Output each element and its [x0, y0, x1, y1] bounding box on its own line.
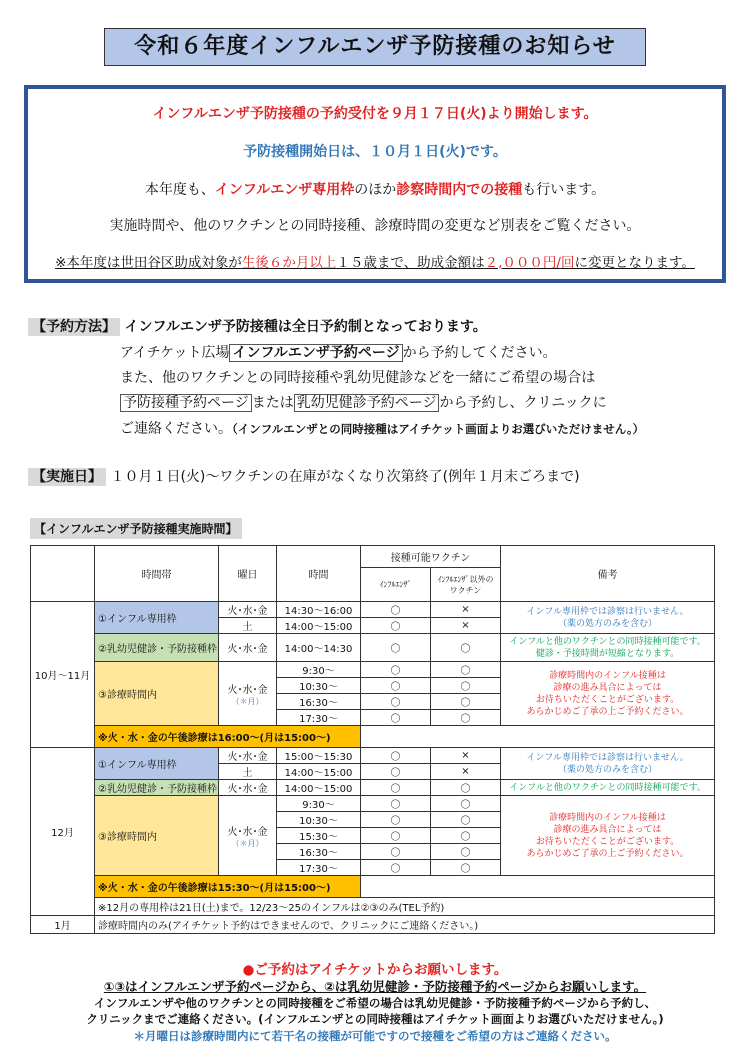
day: 火･水･金: [219, 780, 277, 796]
text: も行います。: [522, 182, 606, 198]
text: （薬の処方のみを含む）: [557, 764, 657, 775]
other-ok: 〇: [431, 678, 501, 694]
time: 14:00～14:30: [277, 634, 361, 662]
flu-ok: 〇: [361, 812, 431, 828]
time: 16:30～: [277, 694, 361, 710]
text: （インフルエンザとの同時接種はアイチケット画面よりお選びいただけません。）: [232, 422, 645, 436]
day: 火･水･金: [219, 602, 277, 618]
text: あらかじめご了承の上ご予約ください。: [526, 706, 689, 717]
other-ng: ×: [431, 764, 501, 780]
slot-clinic: ③診療時間内: [95, 796, 219, 876]
text: インフル専用枠では診察は行いません。: [526, 752, 689, 763]
time: 14:00～15:00: [277, 764, 361, 780]
flu-ok: 〇: [361, 796, 431, 812]
monday-note: （＊月）: [231, 696, 264, 706]
reservation-line1: [28, 316, 487, 336]
flu-ok: 〇: [361, 634, 431, 662]
period-dec: 12月: [31, 748, 95, 916]
flu-ok: 〇: [361, 844, 431, 860]
flu-ok: 〇: [361, 710, 431, 726]
p2-afternoon-note: ※火・水・金の午後診療は15:30～(月は15:00～): [95, 876, 361, 898]
time: 9:30～: [277, 796, 361, 812]
flu-slot-text: インフルエンザ専用枠: [214, 182, 355, 198]
note-flu: [501, 748, 715, 780]
header-time: 時間: [277, 546, 361, 602]
time: 15:30～: [277, 828, 361, 844]
notice-line-subsidy: [28, 251, 722, 271]
time: 14:30～16:00: [277, 602, 361, 618]
time: 10:30～: [277, 678, 361, 694]
time: 9:30～: [277, 662, 361, 678]
text: 診療時間内のインフル接種は: [549, 670, 666, 681]
p3-text: 診療時間内のみ(アイチケット予約はできませんので、クリニックにご連絡ください。): [95, 916, 715, 934]
text: ※本年度は世田谷区助成対象が: [55, 255, 242, 271]
text: ワクチン: [449, 585, 482, 595]
implementation-label: 【実施日】: [28, 468, 106, 486]
other-ok: 〇: [431, 780, 501, 796]
time: 16:30～: [277, 844, 361, 860]
slot-checkup: ②乳幼児健診・予防接種枠: [95, 780, 219, 796]
header-blank: [31, 546, 95, 602]
slot-flu: ①インフル専用枠: [95, 748, 219, 780]
text: ご連絡ください。: [120, 421, 232, 437]
header-other: [431, 568, 501, 602]
text: または: [251, 395, 294, 411]
text: インフル専用枠では診察は行いません。: [526, 606, 689, 617]
text: お待ちいただくことがございます。: [535, 694, 680, 705]
text: アイチケット広場: [120, 345, 230, 361]
table-caption: 【インフルエンザ予防接種実施時間】: [30, 518, 242, 539]
footer-line3: インフルエンザや他のワクチンとの同時接種をご希望の場合は乳幼児健診・予防接種予約ページから予約し、: [93, 996, 657, 1010]
checkup-reservation-link[interactable]: 乳幼児健診予約ページ: [294, 394, 440, 412]
day: 土: [219, 764, 277, 780]
day: [219, 796, 277, 876]
vaccination-reservation-link[interactable]: 予防接種予約ページ: [120, 394, 252, 412]
text: に変更となります。: [574, 255, 695, 271]
header-vaccines: 接種可能ワクチン: [361, 546, 501, 568]
notice-line-reservation-start: インフルエンザ予防接種の予約受付を９月１７日(火)より開始します。: [152, 106, 598, 122]
reservation-line3: また、他のワクチンとの同時接種や乳幼児健診などを一緒にご希望の場合は: [120, 370, 596, 386]
reservation-line2: [120, 342, 557, 362]
time: 15:00～15:30: [277, 748, 361, 764]
header-notes: 備考: [501, 546, 715, 602]
other-ng: ×: [431, 748, 501, 764]
blank: [361, 726, 715, 748]
other-ok: 〇: [431, 694, 501, 710]
other-ng: ×: [431, 618, 501, 634]
header-flu: ｲﾝﾌﾙｴﾝｻﾞ: [361, 568, 431, 602]
clinic-hours-text: 診察時間内での接種: [396, 182, 523, 198]
other-ok: 〇: [431, 662, 501, 678]
text: １０月１日(火)～ワクチンの在庫がなくなり次第終了(例年１月末ごろまで): [110, 469, 580, 485]
slot-clinic: ③診療時間内: [95, 662, 219, 726]
time: 10:30～: [277, 812, 361, 828]
other-ok: 〇: [431, 710, 501, 726]
text: あらかじめご了承の上ご予約ください。: [526, 848, 689, 859]
text: 火･水･金: [227, 684, 268, 696]
flu-ok: 〇: [361, 828, 431, 844]
flu-reservation-link[interactable]: インフルエンザ予約ページ: [229, 344, 402, 362]
time: 17:30～: [277, 860, 361, 876]
day: 火･水･金: [219, 634, 277, 662]
flu-ok: 〇: [361, 662, 431, 678]
note-checkup: [501, 634, 715, 662]
footer-line1: ●ご予約はアイチケットからお願いします。: [242, 962, 508, 978]
other-ok: 〇: [431, 844, 501, 860]
day: 火･水･金: [219, 748, 277, 764]
page-title: 令和６年度インフルエンザ予防接種のお知らせ: [104, 28, 646, 66]
note-flu: [501, 602, 715, 634]
text: 健診・予接時間が短縮となります。: [535, 648, 680, 659]
reservation-line4: [120, 392, 607, 412]
text: ｲﾝﾌﾙｴﾝｻﾞ以外の: [437, 574, 494, 584]
flu-ok: 〇: [361, 764, 431, 780]
blank: [361, 876, 715, 898]
notice-line-vaccination-start: 予防接種開始日は、１０月１日(火)です。: [243, 144, 507, 160]
notice-box: [24, 85, 726, 283]
text: インフルと他のワクチンとの同時接種可能です。: [509, 636, 706, 647]
note-clinic: [501, 796, 715, 876]
text: １５歳まで、助成金額は: [336, 255, 485, 271]
flu-ok: 〇: [361, 602, 431, 618]
other-ok: 〇: [431, 860, 501, 876]
text: （薬の処方のみを含む）: [557, 618, 657, 629]
p2-special-note: ※12月の専用枠は21日(土)まで。12/23～25のインフルは②③のみ(TEL予約): [95, 898, 715, 916]
flu-ok: 〇: [361, 748, 431, 764]
text: 診療時間内のインフル接種は: [549, 812, 666, 823]
slot-flu: ①インフル専用枠: [95, 602, 219, 634]
time: 14:00～15:00: [277, 618, 361, 634]
flu-ok: 〇: [361, 860, 431, 876]
other-ok: 〇: [431, 812, 501, 828]
period-jan: 1月: [31, 916, 95, 934]
monday-note: （＊月）: [231, 838, 264, 848]
period-oct-nov: 10月～11月: [31, 602, 95, 748]
slot-checkup: ②乳幼児健診・予防接種枠: [95, 634, 219, 662]
text: から予約し、クリニックに: [439, 395, 607, 411]
text: 診療の進み具合によっては: [553, 682, 662, 693]
age-text: 生後６か月以上: [241, 255, 337, 271]
header-day: 曜日: [219, 546, 277, 602]
header-timeslot: 時間帯: [95, 546, 219, 602]
other-ok: 〇: [431, 634, 501, 662]
text: 本年度も、: [144, 182, 215, 198]
note-checkup: インフルと他のワクチンとの同時接種可能です。: [501, 780, 715, 796]
time: 14:00～15:00: [277, 780, 361, 796]
note-clinic: [501, 662, 715, 726]
day: 土: [219, 618, 277, 634]
footer-line4: クリニックまでご連絡ください。(インフルエンザとの同時接種はアイチケット画面よりお選びいただけません。): [86, 1012, 664, 1026]
other-ng: ×: [431, 602, 501, 618]
reservation-line5: [120, 418, 644, 438]
implementation-line: [28, 466, 580, 486]
time: 17:30～: [277, 710, 361, 726]
flu-ok: 〇: [361, 678, 431, 694]
other-ok: 〇: [431, 828, 501, 844]
text: のほか: [354, 182, 397, 198]
text: お待ちいただくことがございます。: [535, 836, 680, 847]
other-ok: 〇: [431, 796, 501, 812]
notice-line-schedule: 実施時間や、他のワクチンとの同時接種、診療時間の変更など別表をご覧ください。: [109, 218, 641, 234]
text: 診療の進み具合によっては: [553, 824, 662, 835]
notice-line-slots: [28, 179, 722, 199]
text: 火･水･金: [227, 826, 268, 838]
text: から予約してください。: [402, 345, 557, 361]
footer-line2: ①③はインフルエンザ予約ページから、②は乳幼児健診・予防接種予約ページからお願いします。: [103, 979, 647, 994]
day: [219, 662, 277, 726]
flu-ok: 〇: [361, 618, 431, 634]
flu-ok: 〇: [361, 780, 431, 796]
schedule-table: [30, 545, 715, 934]
flu-ok: 〇: [361, 694, 431, 710]
text: インフルエンザ予防接種は全日予約制となっております。: [124, 319, 487, 335]
reservation-label: 【予約方法】: [28, 318, 120, 336]
amount-text: ２,０００円/回: [484, 255, 575, 271]
footer-line5: ＊月曜日は診療時間内にて若干名の接種が可能ですので接種をご希望の方はご連絡ください。: [133, 1029, 617, 1043]
p1-afternoon-note: ※火・水・金の午後診療は16:00～(月は15:00～): [95, 726, 361, 748]
